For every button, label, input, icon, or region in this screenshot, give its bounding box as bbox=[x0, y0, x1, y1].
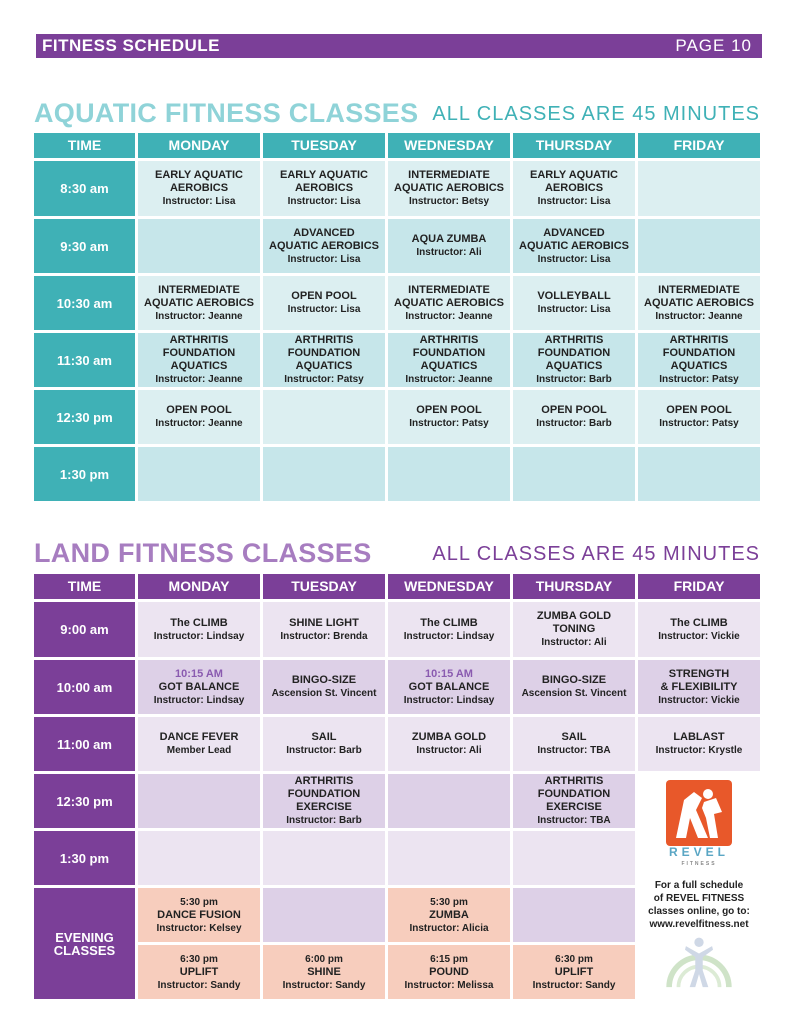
empty-cell bbox=[638, 161, 760, 216]
revel-logo-icon bbox=[664, 778, 734, 848]
time-slot: 1:30 pm bbox=[34, 447, 135, 501]
class-cell bbox=[138, 660, 260, 714]
class-text: Instructor: Jeanne bbox=[155, 310, 243, 322]
class-text: AQUA ZUMBA bbox=[411, 233, 487, 245]
time-slot: 10:00 am bbox=[34, 660, 135, 714]
class-cell bbox=[388, 602, 510, 657]
class-text: SAIL bbox=[561, 731, 587, 743]
class-text: Instructor: Barb bbox=[286, 745, 362, 756]
class-text: Instructor: Lindsay bbox=[153, 630, 245, 642]
time-slot: 11:00 am bbox=[34, 717, 135, 771]
class-cell bbox=[263, 774, 385, 828]
class-cell bbox=[388, 276, 510, 330]
class-text: FOUNDATION AQUATICS bbox=[162, 347, 236, 372]
class-text: Instructor: Jeanne bbox=[155, 418, 243, 429]
class-text: 10:15 AM bbox=[425, 667, 473, 680]
class-text: UPLIFT bbox=[554, 965, 594, 978]
class-cell bbox=[388, 390, 510, 444]
aquatic-section-title: AQUATIC FITNESS CLASSES bbox=[34, 98, 419, 128]
class-text: ADVANCED bbox=[293, 226, 355, 239]
class-text: INTERMEDIATE bbox=[408, 169, 490, 181]
empty-cell bbox=[263, 831, 385, 885]
revel-wordmark: REVEL bbox=[668, 845, 729, 859]
class-cell bbox=[513, 774, 635, 828]
time-slot: 12:30 pm bbox=[34, 774, 135, 828]
evening-class-cell bbox=[388, 945, 510, 999]
class-text: ARTHRITIS bbox=[169, 334, 229, 346]
class-text: Instructor: Ali bbox=[416, 247, 482, 258]
revel-info-line: classes online, go to: bbox=[648, 906, 750, 917]
class-text: DANCE FUSION bbox=[157, 908, 241, 921]
class-text: UPLIFT bbox=[179, 965, 219, 978]
class-text: GOT BALANCE bbox=[158, 680, 240, 693]
class-text: Instructor: Patsy bbox=[284, 374, 364, 385]
class-text: TONING bbox=[552, 623, 596, 635]
class-text: INTERMEDIATE bbox=[408, 283, 490, 296]
time-slot: 1:30 pm bbox=[34, 831, 135, 885]
class-text: AQUATIC AEROBICS bbox=[269, 239, 379, 252]
class-text: FOUNDATION AQUATICS bbox=[537, 347, 611, 372]
class-text: FOUNDATION EXERCISE bbox=[287, 788, 361, 813]
class-text: The CLIMB bbox=[670, 616, 728, 629]
evening-class-cell bbox=[388, 888, 510, 942]
class-text: 5:30 pm bbox=[180, 896, 218, 908]
class-text: Instructor: Betsy bbox=[408, 196, 489, 207]
evening-label-line: EVENING bbox=[55, 929, 114, 945]
class-text: ARTHRITIS bbox=[669, 334, 729, 346]
class-text: FOUNDATION EXERCISE bbox=[537, 788, 611, 813]
empty-cell bbox=[263, 447, 385, 501]
class-text: ARTHRITIS bbox=[419, 334, 479, 346]
class-text: Instructor: Vickie bbox=[658, 630, 740, 642]
class-text: Instructor: Lisa bbox=[537, 304, 611, 315]
class-text: Instructor: Barb bbox=[536, 374, 612, 385]
class-cell bbox=[513, 717, 635, 771]
class-cell bbox=[263, 219, 385, 273]
class-text: BINGO-SIZE bbox=[291, 674, 357, 686]
day-header: THURSDAY bbox=[513, 133, 635, 158]
aquatic-schedule-table bbox=[34, 133, 760, 501]
class-text: Ascension St. Vincent bbox=[521, 688, 627, 699]
class-text: SHINE bbox=[307, 965, 341, 978]
class-text: The CLIMB bbox=[420, 616, 478, 629]
empty-cell bbox=[513, 831, 635, 885]
time-slot: 8:30 am bbox=[34, 161, 135, 216]
class-cell bbox=[638, 602, 760, 657]
class-text: Instructor: Ali bbox=[541, 637, 607, 648]
empty-cell bbox=[138, 447, 260, 501]
land-schedule-table bbox=[34, 574, 760, 999]
class-cell bbox=[638, 717, 760, 771]
time-slot: 11:30 am bbox=[34, 333, 135, 387]
figure-watermark-icon bbox=[659, 933, 739, 989]
class-cell bbox=[513, 219, 635, 273]
class-text: Instructor: TBA bbox=[537, 815, 611, 826]
class-text: STRENGTH bbox=[668, 667, 730, 680]
class-text: Instructor: Jeanne bbox=[405, 374, 493, 385]
class-cell bbox=[138, 717, 260, 771]
class-text: AQUATIC AEROBICS bbox=[644, 296, 754, 309]
empty-cell bbox=[388, 774, 510, 828]
class-text: OPEN POOL bbox=[666, 404, 732, 416]
class-text: DANCE FEVER bbox=[159, 731, 239, 743]
class-text: Instructor: Barb bbox=[286, 815, 362, 826]
class-text: SHINE LIGHT bbox=[289, 616, 359, 629]
class-text: Instructor: Patsy bbox=[659, 418, 739, 429]
class-text: Instructor: Lisa bbox=[287, 253, 361, 265]
empty-cell bbox=[138, 774, 260, 828]
land-section-title: LAND FITNESS CLASSES bbox=[34, 538, 372, 568]
class-cell bbox=[638, 333, 760, 387]
time-header: TIME bbox=[34, 133, 135, 158]
day-header: MONDAY bbox=[138, 574, 260, 599]
evening-label-line: CLASSES bbox=[53, 942, 116, 958]
class-text: ZUMBA bbox=[429, 908, 469, 921]
class-text: AQUATIC AEROBICS bbox=[144, 296, 254, 309]
class-cell bbox=[513, 161, 635, 216]
class-text: ARTHRITIS bbox=[544, 775, 604, 787]
class-text: EARLY AQUATIC bbox=[529, 169, 618, 181]
class-text: ZUMBA GOLD bbox=[411, 731, 487, 743]
revel-info-text bbox=[648, 879, 750, 931]
land-section-note: ALL CLASSES ARE 45 MINUTES bbox=[432, 543, 760, 565]
evening-class-cell bbox=[138, 888, 260, 942]
day-header: FRIDAY bbox=[638, 574, 760, 599]
class-text: Instructor: Ali bbox=[416, 745, 482, 756]
class-text: GOT BALANCE bbox=[408, 680, 490, 693]
class-cell bbox=[138, 333, 260, 387]
day-header: TUESDAY bbox=[263, 133, 385, 158]
empty-cell bbox=[513, 888, 635, 942]
class-text: AEROBICS bbox=[169, 182, 229, 194]
class-text: Instructor: Brenda bbox=[280, 630, 368, 642]
class-text: AQUATIC AEROBICS bbox=[394, 296, 504, 309]
class-text: OPEN POOL bbox=[541, 404, 607, 416]
class-cell bbox=[638, 390, 760, 444]
day-header: WEDNESDAY bbox=[388, 574, 510, 599]
empty-cell bbox=[263, 888, 385, 942]
empty-cell bbox=[263, 390, 385, 444]
class-text: SAIL bbox=[311, 731, 337, 743]
revel-info-line: For a full schedule bbox=[654, 880, 744, 891]
revel-info-line: www.revelfitness.net bbox=[649, 919, 749, 930]
class-text: POUND bbox=[429, 965, 469, 978]
day-header: FRIDAY bbox=[638, 133, 760, 158]
empty-cell bbox=[513, 447, 635, 501]
class-text: 5:30 pm bbox=[430, 896, 468, 908]
class-cell bbox=[388, 161, 510, 216]
class-text: Instructor: Melissa bbox=[404, 979, 494, 991]
class-text: Instructor: Lisa bbox=[537, 196, 611, 207]
class-text: 6:15 pm bbox=[430, 953, 468, 965]
class-text: Instructor: Barb bbox=[536, 418, 612, 429]
class-text: Instructor: Lindsay bbox=[403, 694, 495, 706]
revel-promo bbox=[638, 774, 760, 999]
class-text: AEROBICS bbox=[544, 182, 604, 194]
class-cell bbox=[138, 602, 260, 657]
class-cell bbox=[388, 219, 510, 273]
evening-class-cell bbox=[263, 945, 385, 999]
class-cell bbox=[138, 390, 260, 444]
evening-classes-label bbox=[34, 888, 135, 999]
class-text: Instructor: Jeanne bbox=[405, 310, 493, 322]
revel-info-line: of REVEL FITNESS bbox=[653, 893, 745, 904]
aquatic-section-note: ALL CLASSES ARE 45 MINUTES bbox=[432, 103, 760, 125]
day-header: THURSDAY bbox=[513, 574, 635, 599]
class-cell bbox=[263, 602, 385, 657]
class-text: Instructor: Lindsay bbox=[403, 630, 495, 642]
revel-submark: FITNESS bbox=[681, 861, 717, 867]
empty-cell bbox=[138, 831, 260, 885]
class-text: Instructor: Lindsay bbox=[153, 694, 245, 706]
class-text: ARTHRITIS bbox=[294, 334, 354, 346]
class-text: Instructor: Lisa bbox=[162, 196, 236, 207]
class-text: ZUMBA GOLD bbox=[536, 610, 612, 622]
class-text: The CLIMB bbox=[170, 616, 228, 629]
class-text: ARTHRITIS bbox=[544, 334, 604, 346]
class-text: OPEN POOL bbox=[416, 404, 482, 416]
class-cell bbox=[513, 660, 635, 714]
class-text: ARTHRITIS bbox=[294, 775, 354, 787]
class-text: AQUATIC AEROBICS bbox=[394, 182, 504, 194]
class-text: Instructor: Krystle bbox=[655, 745, 743, 756]
class-cell bbox=[263, 660, 385, 714]
class-text: Instructor: Vickie bbox=[658, 694, 740, 706]
class-text: OPEN POOL bbox=[291, 290, 357, 302]
class-cell bbox=[513, 333, 635, 387]
class-text: EARLY AQUATIC bbox=[154, 169, 243, 181]
class-cell bbox=[638, 276, 760, 330]
class-text: Instructor: Lisa bbox=[537, 253, 611, 265]
class-text: AQUATIC AEROBICS bbox=[519, 239, 629, 252]
time-slot: 9:00 am bbox=[34, 602, 135, 657]
empty-cell bbox=[638, 219, 760, 273]
class-text: Instructor: TBA bbox=[537, 745, 611, 756]
class-text: Instructor: Jeanne bbox=[655, 310, 743, 322]
class-text: 6:00 pm bbox=[305, 953, 343, 965]
time-header: TIME bbox=[34, 574, 135, 599]
class-text: INTERMEDIATE bbox=[658, 283, 740, 296]
class-text: Instructor: Sandy bbox=[532, 979, 616, 991]
class-text: Instructor: Sandy bbox=[157, 979, 241, 991]
empty-cell bbox=[638, 447, 760, 501]
day-header: TUESDAY bbox=[263, 574, 385, 599]
class-text: Instructor: Lisa bbox=[287, 304, 361, 315]
class-text: VOLLEYBALL bbox=[537, 290, 611, 302]
class-cell bbox=[263, 717, 385, 771]
evening-class-cell bbox=[138, 945, 260, 999]
class-cell bbox=[138, 161, 260, 216]
class-text: EARLY AQUATIC bbox=[279, 169, 368, 181]
class-text: Instructor: Patsy bbox=[409, 418, 489, 429]
class-text: Member Lead bbox=[166, 745, 232, 756]
page-number: PAGE 10 bbox=[675, 36, 752, 55]
class-text: 10:15 AM bbox=[175, 667, 223, 680]
empty-cell bbox=[388, 447, 510, 501]
time-slot: 10:30 am bbox=[34, 276, 135, 330]
class-cell bbox=[263, 276, 385, 330]
class-text: ADVANCED bbox=[543, 226, 605, 239]
class-text: FOUNDATION AQUATICS bbox=[287, 347, 361, 372]
class-text: Instructor: Lisa bbox=[287, 196, 361, 207]
day-header: MONDAY bbox=[138, 133, 260, 158]
class-text: LABLAST bbox=[673, 731, 725, 743]
class-text: Instructor: Sandy bbox=[282, 979, 366, 991]
class-text: Instructor: Jeanne bbox=[155, 374, 243, 385]
banner-title: FITNESS SCHEDULE bbox=[42, 36, 221, 55]
class-text: 6:30 pm bbox=[180, 953, 218, 965]
class-cell bbox=[388, 660, 510, 714]
class-text: INTERMEDIATE bbox=[158, 283, 240, 296]
class-cell bbox=[513, 602, 635, 657]
class-text: Instructor: Kelsey bbox=[156, 922, 242, 934]
class-text: Ascension St. Vincent bbox=[271, 688, 377, 699]
class-text: FOUNDATION AQUATICS bbox=[412, 347, 486, 372]
class-text: BINGO-SIZE bbox=[541, 674, 607, 686]
page-banner bbox=[36, 34, 762, 58]
class-text: Instructor: Patsy bbox=[659, 374, 739, 385]
class-cell bbox=[138, 276, 260, 330]
class-text: & FLEXIBILITY bbox=[660, 680, 738, 693]
class-cell bbox=[388, 717, 510, 771]
class-text: OPEN POOL bbox=[166, 404, 232, 416]
class-cell bbox=[513, 276, 635, 330]
class-cell bbox=[638, 660, 760, 714]
class-text: 6:30 pm bbox=[555, 953, 593, 965]
day-header: WEDNESDAY bbox=[388, 133, 510, 158]
class-cell bbox=[263, 333, 385, 387]
class-cell bbox=[263, 161, 385, 216]
evening-class-cell bbox=[513, 945, 635, 999]
class-text: AEROBICS bbox=[294, 182, 354, 194]
class-cell bbox=[388, 333, 510, 387]
empty-cell bbox=[138, 219, 260, 273]
time-slot: 9:30 am bbox=[34, 219, 135, 273]
class-text: FOUNDATION AQUATICS bbox=[662, 347, 736, 372]
class-text: Instructor: Alicia bbox=[409, 922, 489, 934]
empty-cell bbox=[388, 831, 510, 885]
time-slot: 12:30 pm bbox=[34, 390, 135, 444]
class-cell bbox=[513, 390, 635, 444]
